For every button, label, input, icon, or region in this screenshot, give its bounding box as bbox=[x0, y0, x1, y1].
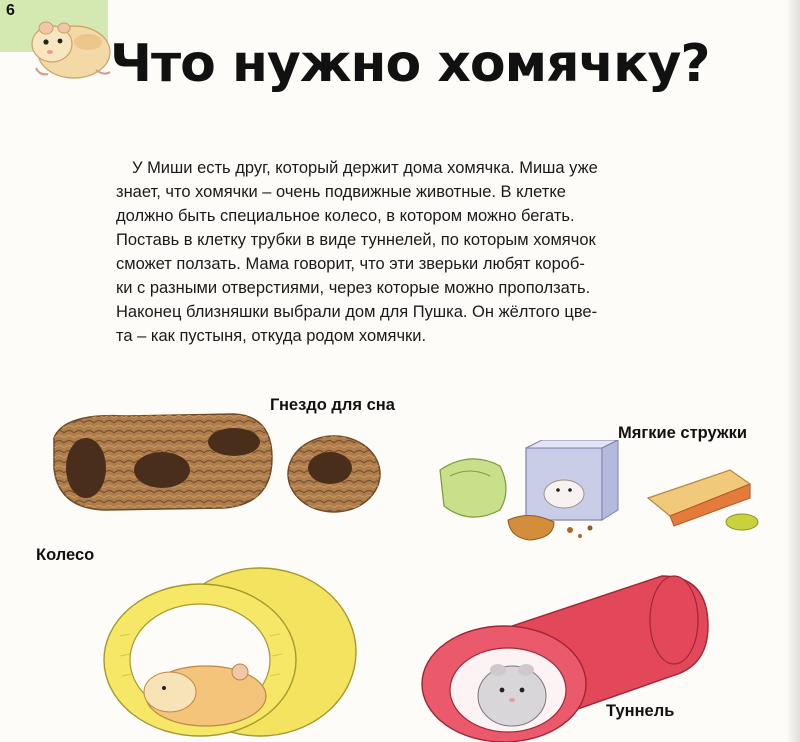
hamster-peeking-illustration bbox=[22, 8, 114, 90]
page-number: 6 bbox=[6, 2, 15, 19]
label-shavings: Мягкие стружки bbox=[618, 424, 748, 442]
body-line: сможет ползать. Мама говорит, что эти зверьки любят короб- bbox=[116, 255, 585, 273]
body-line: должно быть специальное колесо, в котором можно бегать. bbox=[116, 207, 575, 225]
body-line: знает, что хомячки – очень подвижные животные. В клетке bbox=[116, 183, 566, 201]
body-line: ки с разными отверстиями, через которые можно проползать. bbox=[116, 279, 591, 297]
tunnel-illustration bbox=[412, 556, 722, 742]
shavings-and-food-illustration bbox=[430, 440, 770, 560]
body-line: та – как пустыня, откуда родом хомячки. bbox=[116, 327, 427, 345]
wheel-illustration bbox=[90, 556, 370, 738]
body-paragraph bbox=[116, 156, 696, 348]
page-title: Что нужно хомячку? bbox=[110, 34, 710, 94]
body-line: Наконец близняшки выбрали дом для Пушка. Он жёлтого цве- bbox=[116, 303, 598, 321]
nest-illustration bbox=[44, 408, 394, 518]
body-line: Поставь в клетку трубки в виде туннелей, по которым хомячок bbox=[116, 231, 596, 249]
body-line: У Миши есть друг, который держит дома хомячка. Миша уже bbox=[132, 159, 598, 177]
label-tunnel: Туннель bbox=[606, 702, 675, 720]
page-edge-shadow bbox=[786, 0, 800, 742]
label-wheel: Колесо bbox=[36, 546, 95, 564]
label-nest: Гнездо для сна bbox=[270, 396, 395, 414]
